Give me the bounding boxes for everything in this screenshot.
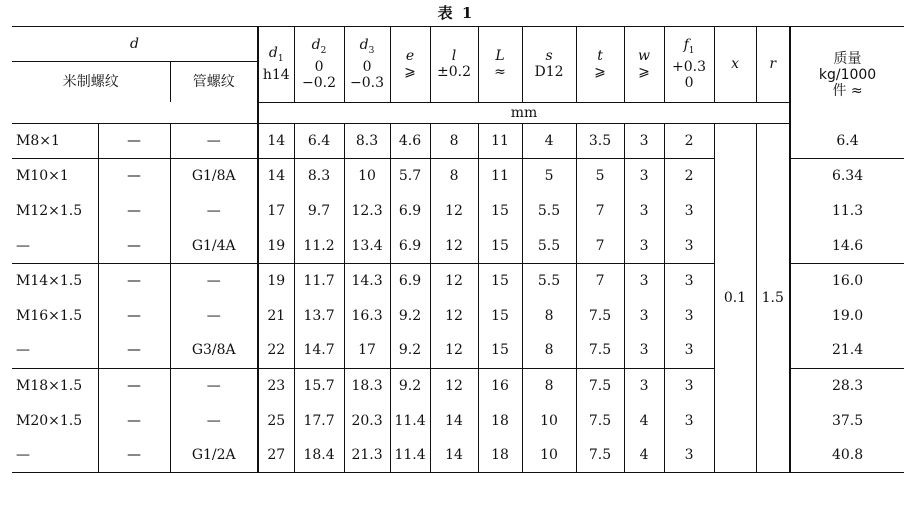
- pipe-thread-cell: G1/2A: [170, 438, 258, 473]
- value-cell: 9.2: [390, 368, 430, 403]
- value-cell: 4: [624, 403, 664, 438]
- value-cell: 8.3: [294, 159, 344, 194]
- spec-table: [12, 26, 904, 473]
- header-f1: $f_1$ +0.3 0: [664, 27, 714, 103]
- value-cell: 21: [258, 298, 294, 333]
- value-cell: 12: [430, 194, 478, 229]
- value-cell: 14.3: [344, 263, 390, 298]
- value-cell: 18.3: [344, 368, 390, 403]
- value-cell: 3: [624, 263, 664, 298]
- value-cell: 3: [664, 228, 714, 263]
- header-blank: [12, 102, 258, 123]
- value-cell: 3: [624, 123, 664, 159]
- value-cell: 15: [478, 333, 522, 368]
- value-cell: 14: [430, 403, 478, 438]
- value-cell: 15: [478, 298, 522, 333]
- value-cell: 11.2: [294, 228, 344, 263]
- value-cell: 18: [478, 438, 522, 473]
- value-cell: 19: [258, 263, 294, 298]
- value-cell: 14: [430, 438, 478, 473]
- mass-cell: 6.34: [790, 159, 904, 194]
- metric-thread-alt-cell: —: [98, 263, 170, 298]
- value-cell: 15: [478, 228, 522, 263]
- value-cell: 5.5: [522, 228, 576, 263]
- value-cell: 5.5: [522, 194, 576, 229]
- metric-thread-alt-cell: —: [98, 228, 170, 263]
- metric-thread-alt-cell: —: [98, 194, 170, 229]
- header-w: w ⩾: [624, 27, 664, 103]
- pipe-thread-cell: G1/4A: [170, 228, 258, 263]
- value-cell: 7.5: [576, 403, 624, 438]
- value-cell: 11.4: [390, 438, 430, 473]
- value-cell: 17: [344, 333, 390, 368]
- value-cell: 3: [664, 403, 714, 438]
- pipe-thread-cell: —: [170, 123, 258, 159]
- value-cell: 3: [664, 298, 714, 333]
- value-cell: 21.3: [344, 438, 390, 473]
- value-cell: 19: [258, 228, 294, 263]
- metric-thread-alt-cell: —: [98, 159, 170, 194]
- header-metric-thread: 米制螺纹: [62, 74, 119, 90]
- value-cell: 12: [430, 298, 478, 333]
- value-cell: 3: [624, 333, 664, 368]
- pipe-thread-cell: —: [170, 194, 258, 229]
- value-cell: 18: [478, 403, 522, 438]
- metric-thread-alt-cell: —: [98, 123, 170, 159]
- header-unit: mm: [258, 102, 790, 123]
- pipe-thread-cell: G3/8A: [170, 333, 258, 368]
- value-cell: 12: [430, 333, 478, 368]
- value-cell: 11: [478, 123, 522, 159]
- value-cell: 3: [624, 298, 664, 333]
- mass-cell: 16.0: [790, 263, 904, 298]
- header-d2: $d_2$ 0 −0.2: [294, 27, 344, 103]
- value-cell: 23: [258, 368, 294, 403]
- metric-thread-cell: —: [12, 333, 98, 368]
- mass-cell: 6.4: [790, 123, 904, 159]
- value-cell: 8: [522, 368, 576, 403]
- value-cell: 11: [478, 159, 522, 194]
- metric-thread-cell: M18×1.5: [16, 377, 83, 394]
- header-s: s D12: [522, 27, 576, 103]
- value-cell: 10: [522, 403, 576, 438]
- mass-cell: 37.5: [790, 403, 904, 438]
- metric-thread-cell: —: [12, 228, 98, 263]
- value-cell: 18.4: [294, 438, 344, 473]
- value-cell: 15: [478, 194, 522, 229]
- value-cell: 11.7: [294, 263, 344, 298]
- value-cell: 12.3: [344, 194, 390, 229]
- value-cell: 7.5: [576, 333, 624, 368]
- value-cell: 8: [430, 123, 478, 159]
- metric-thread-alt-cell: —: [98, 368, 170, 403]
- metric-thread-alt-cell: —: [98, 438, 170, 473]
- value-cell: 15.7: [294, 368, 344, 403]
- value-cell: 14: [258, 123, 294, 159]
- value-cell: 16: [478, 368, 522, 403]
- value-cell: 8: [522, 333, 576, 368]
- value-cell: 13.4: [344, 228, 390, 263]
- value-cell: 7.5: [576, 438, 624, 473]
- value-cell: 10: [344, 159, 390, 194]
- value-cell: 22: [258, 333, 294, 368]
- value-cell: 12: [430, 263, 478, 298]
- value-cell: 27: [258, 438, 294, 473]
- value-cell: 4: [624, 438, 664, 473]
- value-cell: 9.2: [390, 333, 430, 368]
- value-cell: 3: [664, 368, 714, 403]
- value-cell: 3.5: [576, 123, 624, 159]
- value-cell: 9.2: [390, 298, 430, 333]
- metric-thread-alt-cell: —: [98, 298, 170, 333]
- value-cell: 5.7: [390, 159, 430, 194]
- value-cell: 16.3: [344, 298, 390, 333]
- mass-cell: 21.4: [790, 333, 904, 368]
- value-cell: 14.7: [294, 333, 344, 368]
- value-cell: 14: [258, 159, 294, 194]
- value-cell: 3: [664, 333, 714, 368]
- value-cell: 7: [576, 194, 624, 229]
- value-cell: 5: [522, 159, 576, 194]
- metric-thread-cell: M12×1.5: [16, 202, 83, 219]
- pipe-thread-cell: G1/8A: [170, 159, 258, 194]
- value-cell: 6.4: [294, 123, 344, 159]
- value-cell: 8: [522, 298, 576, 333]
- value-cell: 6.9: [390, 263, 430, 298]
- value-cell: 3: [624, 228, 664, 263]
- value-cell: 7: [576, 228, 624, 263]
- value-cell: 8: [430, 159, 478, 194]
- value-cell: 15: [478, 263, 522, 298]
- value-cell: 9.7: [294, 194, 344, 229]
- value-cell: 6.9: [390, 194, 430, 229]
- value-cell: 3: [664, 194, 714, 229]
- header-pipe-thread: 管螺纹: [170, 62, 258, 103]
- value-cell: 6.9: [390, 228, 430, 263]
- value-cell: 7: [576, 263, 624, 298]
- mass-cell: 11.3: [790, 194, 904, 229]
- value-cell: 8.3: [344, 123, 390, 159]
- mass-cell: 40.8: [790, 438, 904, 473]
- value-cell: 12: [430, 228, 478, 263]
- metric-thread-cell: —: [12, 438, 98, 473]
- table-row: [12, 123, 904, 159]
- value-cell: 5: [576, 159, 624, 194]
- metric-thread-alt-cell: —: [98, 403, 170, 438]
- pipe-thread-cell: —: [170, 298, 258, 333]
- header-l: l ±0.2: [430, 27, 478, 103]
- value-cell: 17.7: [294, 403, 344, 438]
- value-cell: 20.3: [344, 403, 390, 438]
- pipe-thread-cell: —: [170, 263, 258, 298]
- mass-cell: 19.0: [790, 298, 904, 333]
- header-d3: $d_3$ 0 −0.3: [344, 27, 390, 103]
- mass-cell: 28.3: [790, 368, 904, 403]
- value-cell: 4.6: [390, 123, 430, 159]
- value-cell: 2: [664, 159, 714, 194]
- header-d: d: [12, 27, 258, 62]
- metric-thread-cell: M8×1: [12, 123, 98, 159]
- value-cell: 3: [624, 368, 664, 403]
- metric-thread-alt-cell: —: [98, 333, 170, 368]
- x-value-cell: 0.1: [714, 123, 756, 473]
- value-cell: 5.5: [522, 263, 576, 298]
- value-cell: 12: [430, 368, 478, 403]
- value-cell: 3: [664, 438, 714, 473]
- mass-cell: 14.6: [790, 228, 904, 263]
- pipe-thread-cell: —: [170, 403, 258, 438]
- value-cell: 13.7: [294, 298, 344, 333]
- value-cell: 7.5: [576, 368, 624, 403]
- header-x: x: [714, 27, 756, 103]
- table-caption: 表 1: [437, 4, 475, 22]
- header-e: e ⩾: [390, 27, 430, 103]
- value-cell: 4: [522, 123, 576, 159]
- value-cell: 11.4: [390, 403, 430, 438]
- pipe-thread-cell: —: [170, 368, 258, 403]
- value-cell: 2: [664, 123, 714, 159]
- r-value-cell: 1.5: [756, 123, 790, 473]
- metric-thread-cell: M20×1.5: [16, 412, 83, 429]
- header-t: t ⩾: [576, 27, 624, 103]
- value-cell: 25: [258, 403, 294, 438]
- metric-thread-cell: M14×1.5: [16, 273, 83, 290]
- value-cell: 3: [624, 159, 664, 194]
- metric-thread-cell: M16×1.5: [16, 307, 83, 324]
- value-cell: 3: [664, 263, 714, 298]
- value-cell: 17: [258, 194, 294, 229]
- value-cell: 3: [624, 194, 664, 229]
- value-cell: 10: [522, 438, 576, 473]
- header-r: r: [756, 27, 790, 103]
- value-cell: 7.5: [576, 298, 624, 333]
- header-d1: $d_1$ h14: [258, 27, 294, 103]
- metric-thread-cell: M10×1: [16, 168, 69, 185]
- header-mass: 质量 kg/1000 件 ≈: [790, 27, 904, 124]
- header-L: L ≈: [478, 27, 522, 103]
